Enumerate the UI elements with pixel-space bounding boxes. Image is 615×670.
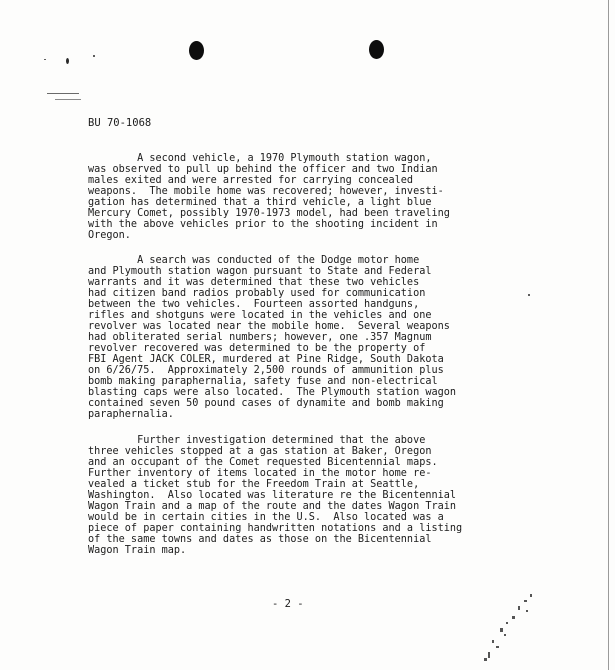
text-line: and an occupant of the Comet requested Bicentennial maps. — [88, 457, 438, 468]
scan-speck — [528, 294, 530, 296]
text-line: weapons. The mobile home was recovered; however, investi- — [88, 186, 444, 197]
page-edge-line — [608, 0, 609, 670]
punch-hole-right — [369, 40, 384, 59]
text-line: vealed a ticket stub for the Freedom Train at Seattle, — [88, 479, 420, 490]
scan-stroke — [55, 99, 81, 100]
file-number: BU 70-1068 — [88, 117, 152, 129]
text-line: would be in certain cities in the U.S. Also located was a — [88, 512, 444, 523]
text-line: Further investigation determined that the above — [88, 435, 426, 446]
text-line: had citizen band radios probably used for communication — [88, 288, 426, 299]
scan-speck — [44, 59, 46, 60]
scan-noise — [478, 588, 548, 666]
text-line: three vehicles stopped at a gas station at Baker, Oregon — [88, 446, 432, 457]
text-line: revolver was located near the mobile home. Several weapons — [88, 321, 450, 332]
text-line: bomb making paraphernalia, safety fuse and non-electrical — [88, 376, 438, 387]
text-line: Mercury Comet, possibly 1970-1973 model, had been traveling — [88, 208, 450, 219]
text-line: Oregon. — [88, 230, 131, 241]
text-line: had obliterated serial numbers; however, one .357 Magnum — [88, 332, 432, 343]
text-line: Wagon Train map. — [88, 545, 187, 556]
text-line: blasting caps were also located. The Plymouth station wagon — [88, 387, 457, 398]
text-line: between the two vehicles. Fourteen assorted handguns, — [88, 299, 420, 310]
text-line: rifles and shotguns were located in the vehicles and one — [88, 310, 432, 321]
text-line: on 6/26/75. Approximately 2,500 rounds of ammunition plus — [88, 365, 444, 376]
text-line: paraphernalia. — [88, 409, 174, 420]
paragraph-second-vehicle — [88, 153, 508, 241]
page-number: - 2 - — [272, 598, 304, 610]
text-line: with the above vehicles prior to the shooting incident in — [88, 219, 438, 230]
paragraph-search — [88, 255, 508, 420]
text-line: contained seven 50 pound cases of dynamite and bomb making — [88, 398, 444, 409]
text-line: Washington. Also located was literature re the Bicentennial — [88, 490, 457, 501]
text-line: piece of paper containing handwritten notations and a listing — [88, 523, 463, 534]
text-line: warrants and it was determined that these two vehicles — [88, 277, 420, 288]
scan-speck — [93, 55, 95, 57]
punch-hole-left — [189, 41, 204, 60]
text-line: of the same towns and dates as those on the Bicentennial — [88, 534, 432, 545]
text-line: FBI Agent JACK COLER, murdered at Pine Ridge, South Dakota — [88, 354, 444, 365]
scan-stroke — [47, 93, 79, 94]
text-line: revolver recovered was determined to be the property of — [88, 343, 426, 354]
text-line: males exited and were arrested for carrying concealed — [88, 175, 414, 186]
paragraph-further-investigation — [88, 435, 508, 556]
text-line: Further inventory of items located in the motor home re- — [88, 468, 432, 479]
text-line: was observed to pull up behind the officer and two Indian — [88, 164, 438, 175]
text-line: gation has determined that a third vehicle, a light blue — [88, 197, 432, 208]
text-line: A search was conducted of the Dodge motor home — [88, 255, 420, 266]
scan-speck — [66, 58, 69, 64]
text-line: and Plymouth station wagon pursuant to State and Federal — [88, 266, 432, 277]
text-line: Wagon Train and a map of the route and the dates Wagon Train — [88, 501, 457, 512]
text-line: A second vehicle, a 1970 Plymouth station wagon, — [88, 153, 432, 164]
